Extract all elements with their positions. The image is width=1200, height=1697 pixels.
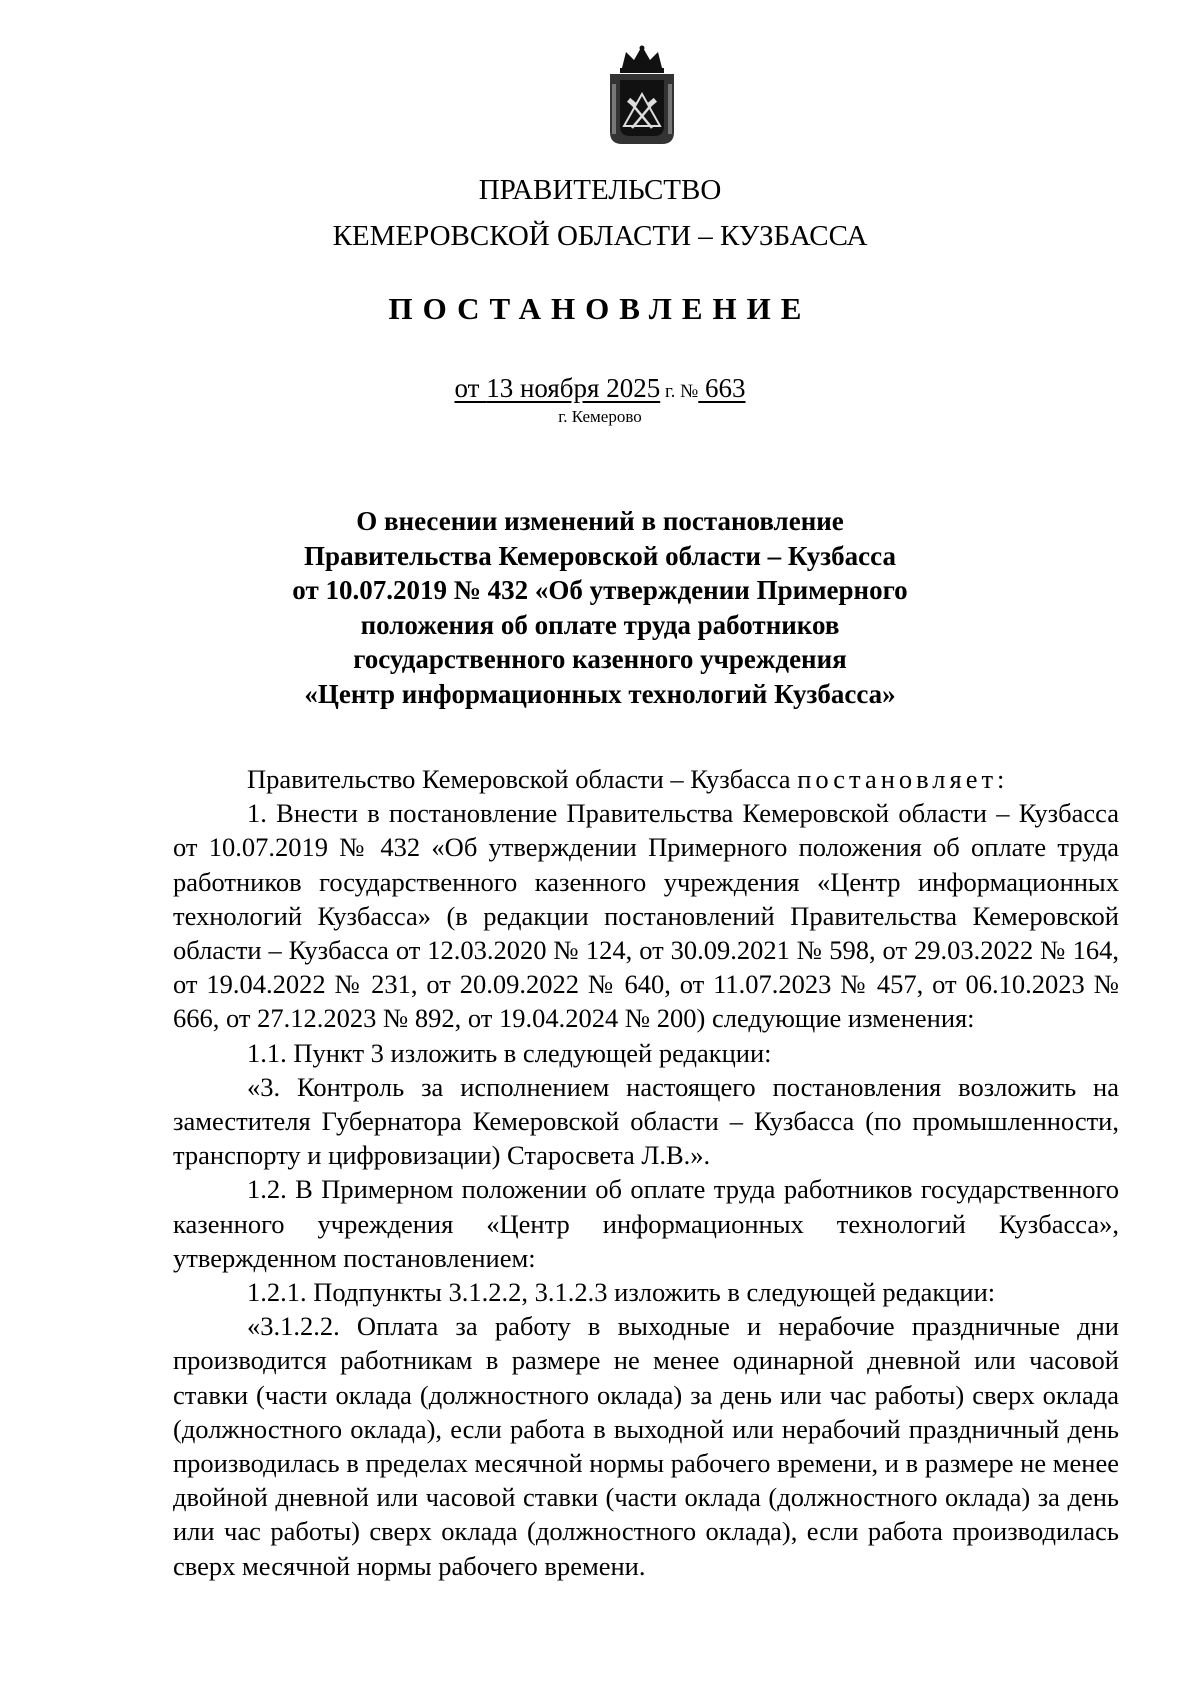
- title-line: положения об оплате труда работников: [360, 609, 840, 640]
- document-body: [173, 762, 1119, 1583]
- paragraph-1-1: 1.1. Пункт 3 изложить в следующей редакции:: [247, 1037, 772, 1068]
- paragraph-1-2-1: 1.2.1. Подпункты 3.1.2.2, 3.1.2.3 изложить в следующей редакции:: [247, 1277, 996, 1308]
- org-name-line1: ПРАВИТЕЛЬСТВО: [478, 174, 722, 206]
- paragraph-1-2: 1.2. В Примерном положении об оплате труда работников государственного казенного учреждения «Центр информационных технологий Кузбасса», утвержденном постановлением:: [173, 1174, 1119, 1273]
- title-line: от 10.07.2019 № 432 «Об утверждении Примерного: [292, 575, 908, 606]
- org-name-line2: КЕМЕРОВСКОЙ ОБЛАСТИ – КУЗБАССА: [332, 220, 868, 252]
- paragraph-1: 1. Внести в постановление Правительства Кемеровской области – Кузбасса от 10.07.2019 № 432 «Об утверждении Примерного положения об оплате труда работников государственного казенного учреждения «Центр информационных технологий Кузбасса» (в редакции постановлений Правительства Кемеровской области – Кузбасса от 12.03.2020 № 124, от 30.09.2021 № 598, от 29.03.2022 № 164, от 19.04.2022 № 231, от 20.09.2022 № 640, от 11.07.2023 № 457, от 06.10.2023 № 666, от 27.12.2023 № 892, от 19.04.2024 № 200) следующие изменения:: [173, 798, 1119, 1034]
- decree-word: постановляет:: [797, 764, 1009, 794]
- intro-paragraph: [173, 762, 1119, 796]
- date-number-line: [0, 372, 1200, 408]
- date-prefix: от: [454, 373, 487, 403]
- document-title: [0, 504, 1200, 712]
- paragraph-3-1-2-2: «3.1.2.2. Оплата за работу в выходные и нерабочие праздничные дни производится работникам в размере не менее одинарной дневной или часовой ставки (части оклада (должностного оклада) за день или час работы) сверх оклада (должностного оклада), если работа в выходной или нерабочий праздничный день производилась в пределах месячной нормы рабочего времени, и в размере не менее двойной дневной или часовой ставки (части оклада (должностного оклада) за день или час работы) сверх оклада (должностного оклада), если работа производилась сверх месячной нормы рабочего времени.: [173, 1311, 1119, 1581]
- intro-text: Правительство Кемеровской области – Кузбасса: [247, 764, 798, 794]
- city: г. Кемерово: [558, 407, 642, 426]
- coat-of-arms-icon: [606, 44, 678, 150]
- document-date: 13 ноября 2025: [486, 373, 661, 403]
- paragraph-quote-3: «3. Контроль за исполнением настоящего постановления возложить на заместителя Губернатора Кемеровской области – Кузбасса (по промышленности, транспорту и цифровизации) Старосвета Л.В.».: [173, 1071, 1119, 1171]
- title-line: «Центр информационных технологий Кузбасса»: [304, 678, 896, 709]
- year-suffix: г.: [660, 381, 681, 402]
- title-line: государственного казенного учреждения: [353, 644, 847, 675]
- title-line: Правительства Кемеровской области – Кузбасса: [304, 540, 896, 571]
- number-sign: №: [680, 381, 699, 402]
- document-type: ПОСТАНОВЛЕНИЕ: [388, 291, 812, 326]
- document-number: 663: [698, 373, 746, 403]
- title-line: О внесении изменений в постановление: [356, 506, 844, 536]
